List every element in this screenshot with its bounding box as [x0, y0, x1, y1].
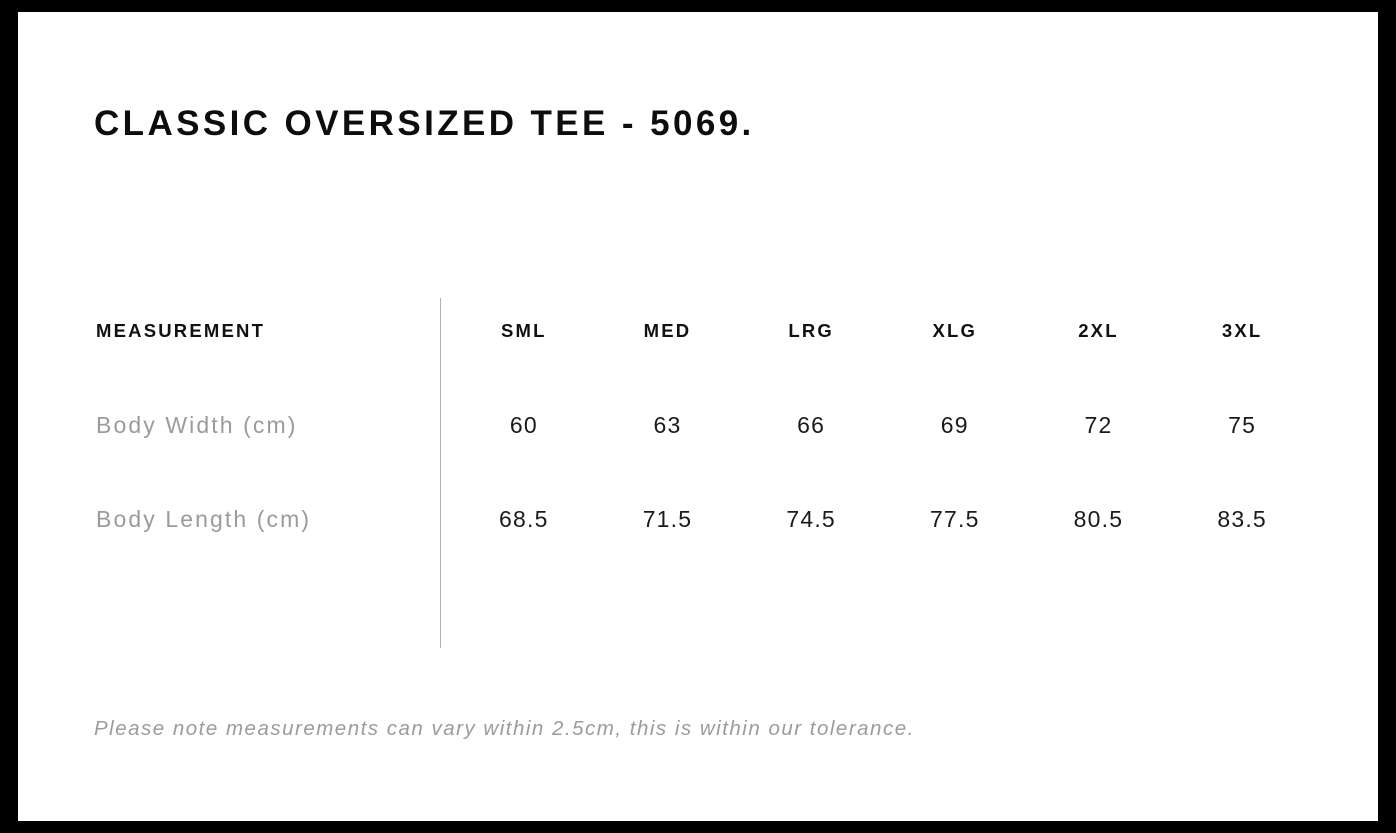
page-title: CLASSIC OVERSIZED TEE - 5069. — [94, 104, 755, 143]
size-table-container — [94, 284, 1314, 566]
column-header-sml: SML — [501, 320, 547, 341]
row-label-body-width: Body Width (cm) — [96, 411, 298, 438]
column-header-xlg: XLG — [932, 320, 978, 341]
size-table-body — [94, 378, 1314, 566]
column-header-med: MED — [643, 320, 692, 341]
cell-body-width-xlg: 69 — [940, 411, 969, 438]
table-row — [94, 472, 1314, 566]
size-chart-page — [18, 12, 1378, 821]
cell-body-length-2xl: 80.5 — [1073, 505, 1124, 532]
cell-body-length-3xl: 83.5 — [1217, 505, 1267, 532]
cell-body-width-lrg: 66 — [797, 411, 826, 438]
size-table-head — [94, 284, 1314, 378]
cell-body-width-2xl: 72 — [1084, 411, 1113, 438]
column-header-2xl: 2XL — [1078, 320, 1119, 341]
row-label-body-length: Body Length (cm) — [96, 505, 312, 532]
cell-body-length-xlg: 77.5 — [930, 505, 980, 532]
column-header-3xl: 3XL — [1221, 320, 1263, 341]
table-row — [94, 378, 1314, 472]
cell-body-width-med: 63 — [653, 411, 682, 438]
tolerance-note: Please note measurements can vary within 2.5cm, this is within our tolerance. — [94, 717, 915, 740]
cell-body-length-lrg: 74.5 — [786, 505, 836, 532]
cell-body-width-sml: 60 — [509, 411, 538, 438]
table-header-row — [94, 284, 1314, 378]
size-table — [94, 284, 1314, 566]
column-header-measurement: MEASUREMENT — [96, 320, 266, 341]
cell-body-length-sml: 68.5 — [499, 505, 549, 532]
cell-body-length-med: 71.5 — [642, 505, 693, 532]
column-header-lrg: LRG — [788, 320, 834, 341]
cell-body-width-3xl: 75 — [1228, 411, 1257, 438]
